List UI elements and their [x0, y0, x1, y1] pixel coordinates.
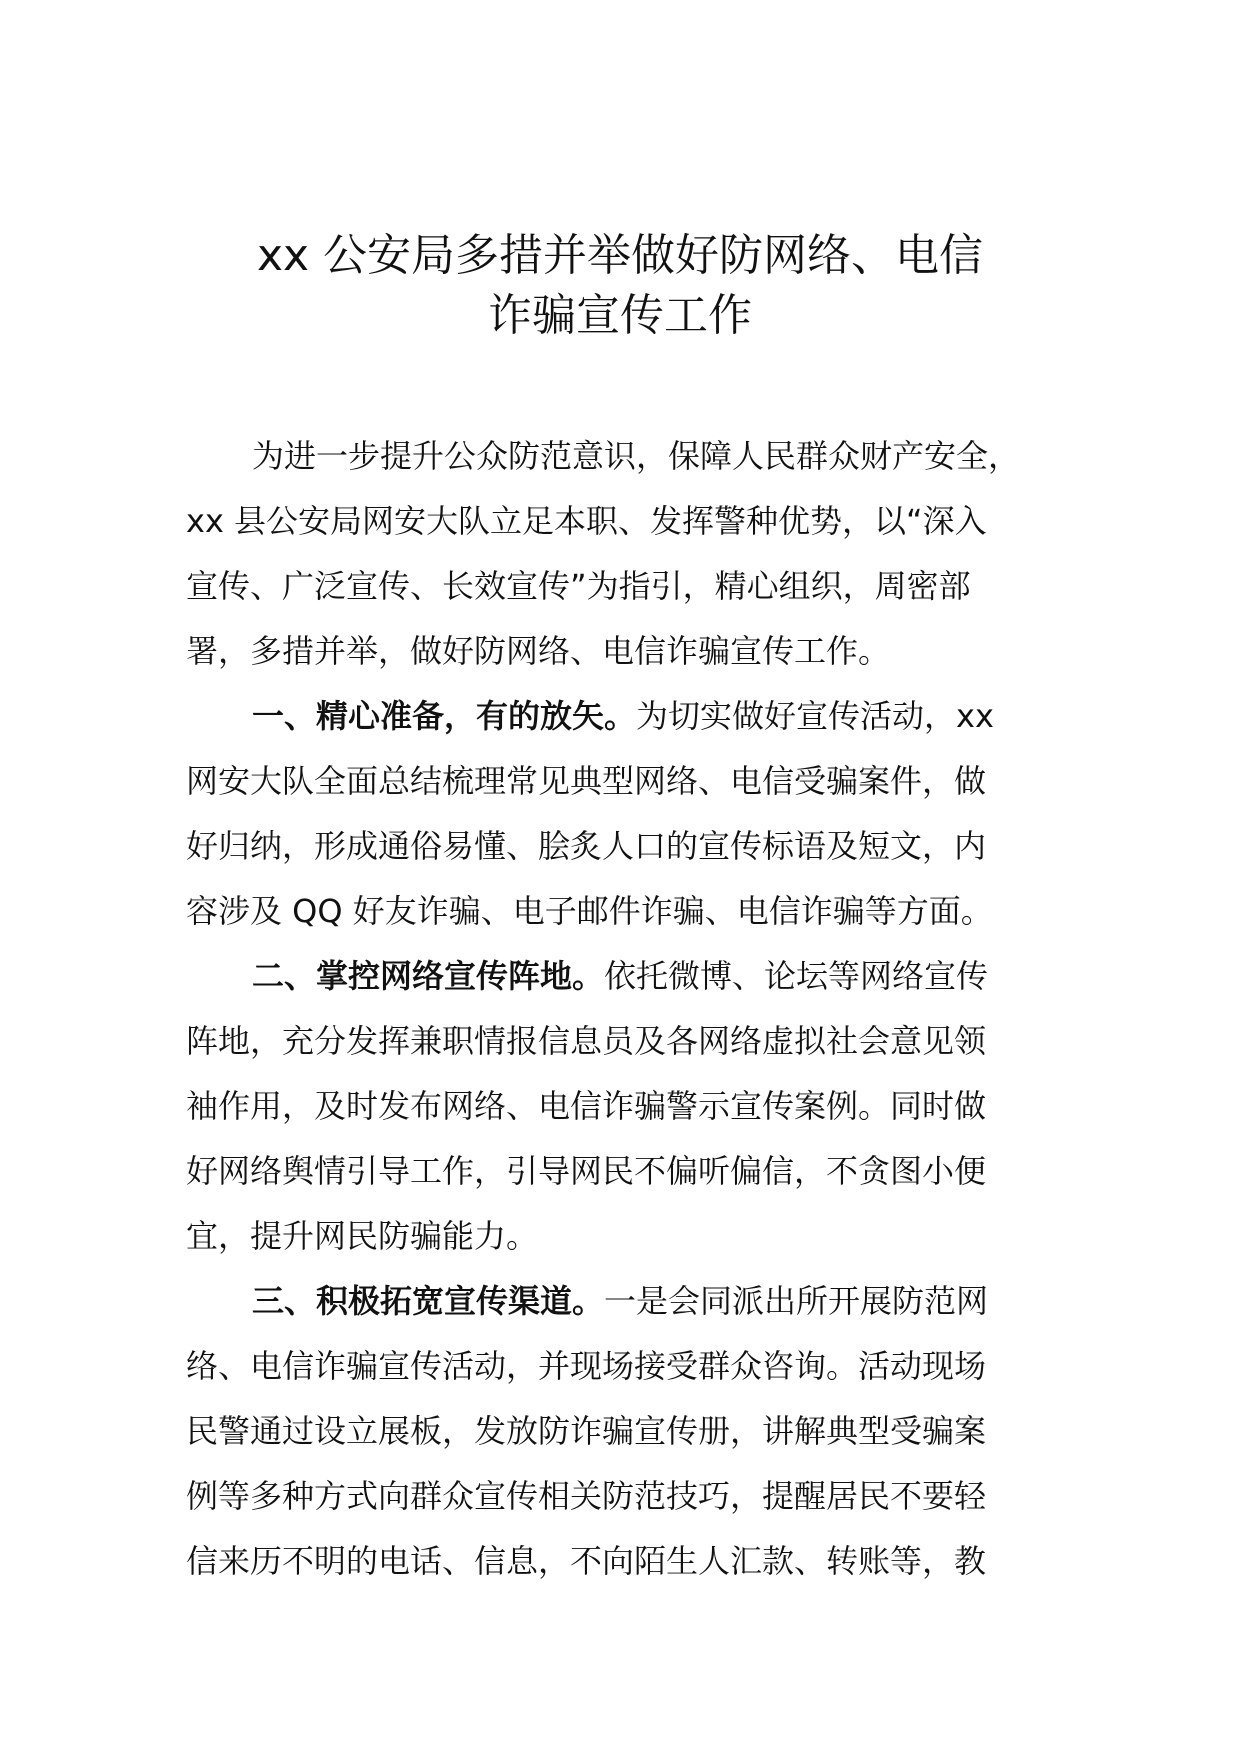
- document-title: [180, 226, 1060, 346]
- paragraph-line: 容涉及 QQ 好友诈骗、电子邮件诈骗、电信诈骗等方面。: [186, 892, 993, 930]
- paragraph-line: xx 县公安局网安大队立足本职、发挥警种优势，以“深入: [186, 502, 987, 540]
- document-body: [186, 424, 1054, 1594]
- paragraph-line: 好网络舆情引导工作，引导网民不偏听偏信，不贪图小便: [186, 1152, 987, 1190]
- paragraph-line: 袖作用，及时发布网络、电信诈骗警示宣传案例。同时做: [186, 1087, 987, 1125]
- paragraph-line: 宣传、广泛宣传、长效宣传”为指引，精心组织，周密部: [186, 567, 971, 605]
- paragraph-section-2: [186, 944, 1054, 1269]
- paragraph-line: 网安大队全面总结梳理常见典型网络、电信受骗案件，做: [186, 762, 987, 800]
- paragraph-line-text: 为切实做好宣传活动，xx: [636, 697, 994, 735]
- paragraph-first-line: [186, 1269, 1054, 1334]
- paragraph-line: 署，多措并举，做好防网络、电信诈骗宣传工作。: [186, 632, 891, 670]
- paragraph-line-text: 依托微博、论坛等网络宣传: [604, 957, 989, 995]
- paragraph-section-1: [186, 684, 1054, 944]
- section-heading: 三、积极拓宽宣传渠道。: [252, 1282, 605, 1320]
- paragraph-line: 为进一步提升公众防范意识，保障人民群众财产安全，: [252, 437, 1021, 475]
- title-line-1: xx 公安局多措并举做好防网络、电信: [256, 230, 984, 281]
- paragraph-line: 宜，提升网民防骗能力。: [186, 1217, 539, 1255]
- title-line-2: 诈骗宣传工作: [488, 290, 752, 341]
- section-heading: 二、掌控网络宣传阵地。: [252, 957, 605, 995]
- paragraph-line: 好归纳，形成通俗易懂、脍炙人口的宣传标语及短文，内: [186, 827, 987, 865]
- paragraph-line: 信来历不明的电话、信息，不向陌生人汇款、转账等，教: [186, 1542, 987, 1580]
- paragraph-line: 阵地，充分发挥兼职情报信息员及各网络虚拟社会意见领: [186, 1022, 987, 1060]
- paragraph-line-text: 一是会同派出所开展防范网: [604, 1282, 989, 1320]
- section-heading: 一、精心准备，有的放矢。: [252, 697, 637, 735]
- paragraph-intro: [186, 424, 1054, 684]
- paragraph-line: 络、电信诈骗宣传活动，并现场接受群众咨询。活动现场: [186, 1347, 987, 1385]
- paragraph-line: 民警通过设立展板，发放防诈骗宣传册，讲解典型受骗案: [186, 1412, 987, 1450]
- paragraph-first-line: [186, 684, 1054, 749]
- paragraph-section-3: [186, 1269, 1054, 1594]
- paragraph-first-line: [186, 944, 1054, 1009]
- paragraph-line: 例等多种方式向群众宣传相关防范技巧，提醒居民不要轻: [186, 1477, 987, 1515]
